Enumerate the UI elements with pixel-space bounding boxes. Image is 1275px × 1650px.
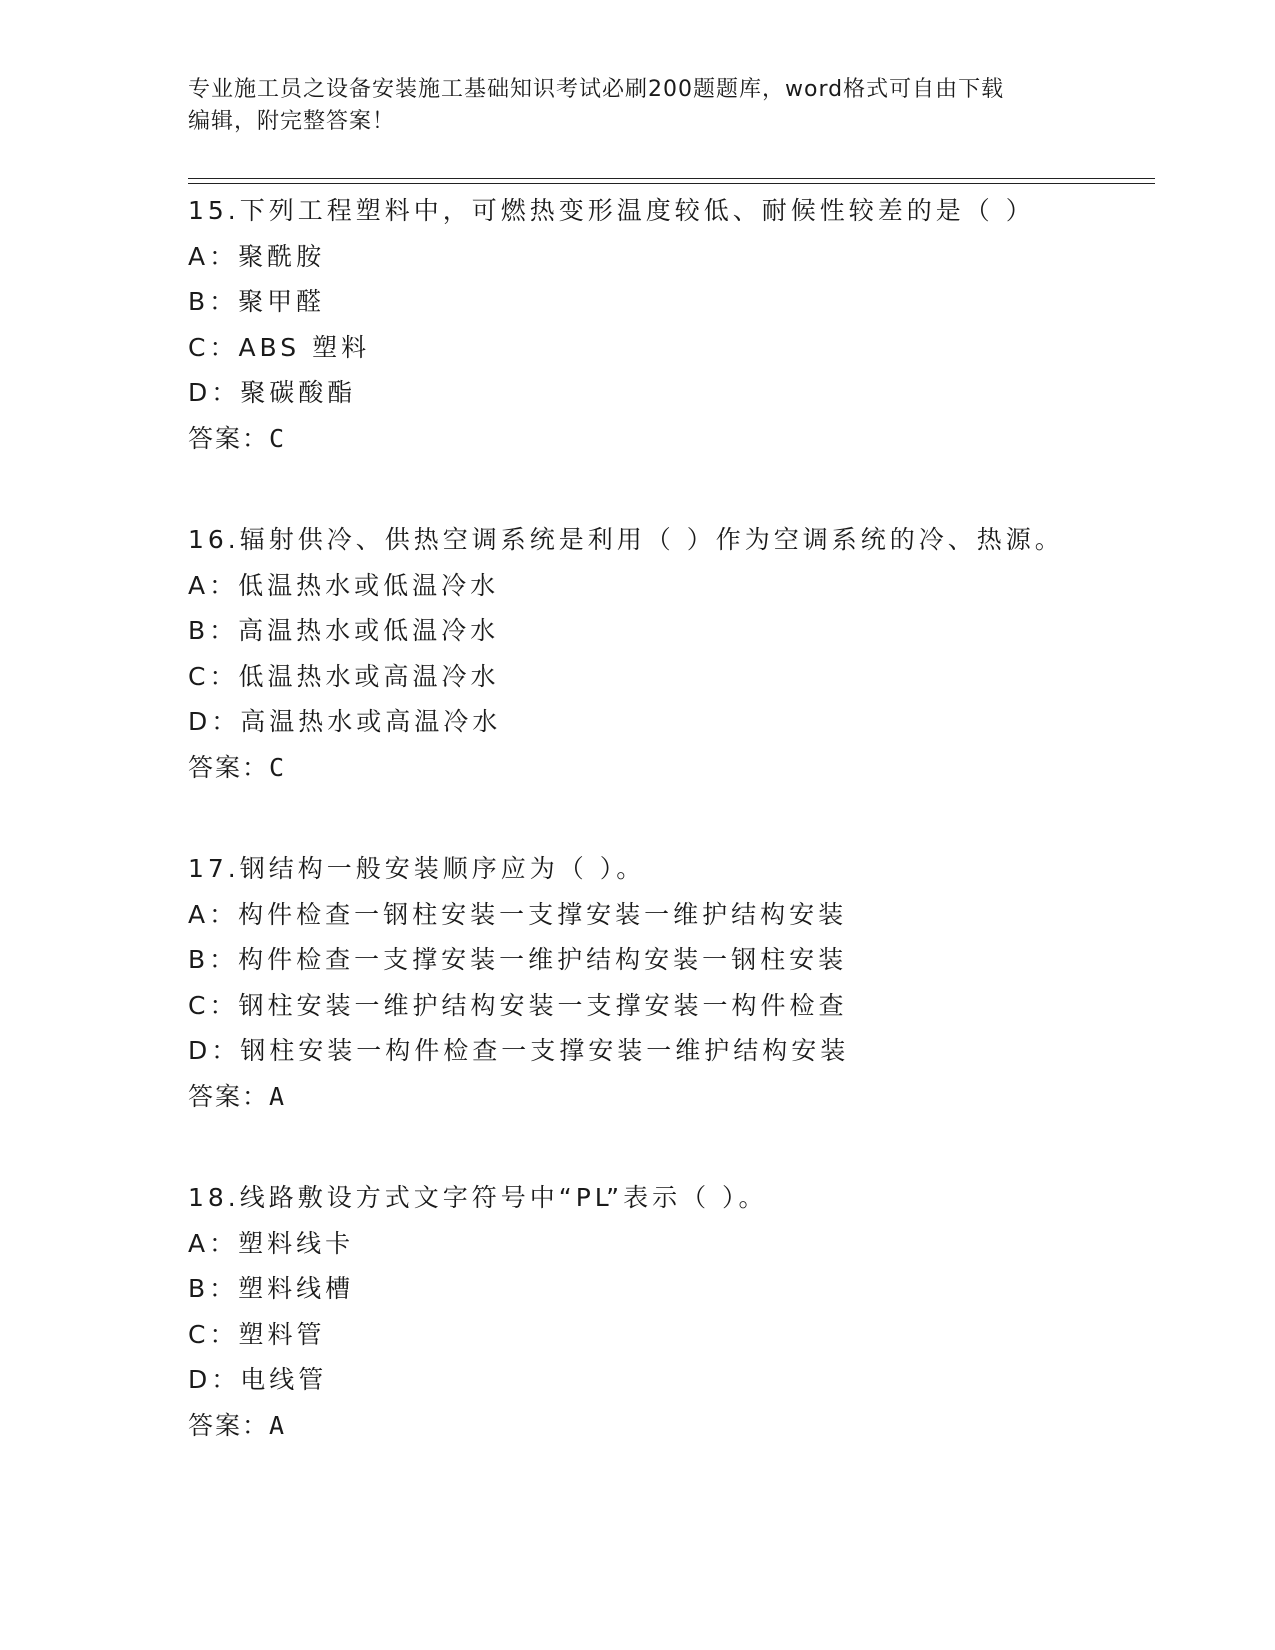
option-b: B：塑料线槽: [188, 1274, 355, 1303]
option-b: B：高温热水或低温冷水: [188, 616, 500, 645]
option-d: D：高温热水或高温冷水: [188, 707, 502, 736]
option-c: C：钢柱安装一维护结构安装一支撑安装一构件检查: [188, 990, 848, 1020]
answer-label: 答案：: [188, 423, 270, 453]
answer-line: [188, 1403, 1148, 1449]
answer-line: [188, 1074, 1148, 1120]
answer-label: 答案：: [188, 1081, 270, 1111]
question-stem: 17.钢结构一般安装顺序应为（ ）。: [188, 854, 646, 883]
option-a: A：构件检查一钢柱安装一支撑安装一维护结构安装: [188, 899, 848, 929]
option-d: D：聚碳酸酯: [188, 378, 357, 407]
option-a: A：低温热水或低温冷水: [188, 570, 500, 600]
question-stem: 18.线路敷设方式文字符号中“PL”表示（ ）。: [188, 1183, 768, 1212]
option-a: A：塑料线卡: [188, 1228, 355, 1258]
option-d: D：电线管: [188, 1365, 328, 1394]
document-header: [188, 74, 1088, 138]
header-line-2: 编辑，附完整答案！: [188, 109, 396, 134]
answer-line: [188, 416, 1148, 462]
question-15: [188, 188, 1148, 461]
answer-value: A: [269, 1081, 285, 1111]
answer-line: [188, 745, 1148, 791]
question-stem: 16.辐射供冷、供热空调系统是利用（ ）作为空调系统的冷、热源。: [188, 525, 1064, 554]
option-b: B：聚甲醛: [188, 287, 326, 316]
question-stem: 15.下列工程塑料中，可燃热变形温度较低、耐候性较差的是（ ）: [188, 196, 1035, 225]
option-c: C：低温热水或高温冷水: [188, 661, 500, 691]
answer-value: C: [269, 423, 285, 453]
question-16: [188, 517, 1148, 790]
header-divider-top: [188, 178, 1155, 179]
option-a: A：聚酰胺: [188, 241, 326, 271]
question-17: [188, 846, 1148, 1119]
header-line-1: 专业施工员之设备安装施工基础知识考试必刷200题题库，word格式可自由下载: [188, 77, 1005, 102]
option-d: D：钢柱安装一构件检查一支撑安装一维护结构安装: [188, 1036, 850, 1065]
answer-value: C: [269, 752, 285, 782]
option-b: B：构件检查一支撑安装一维护结构安装一钢柱安装: [188, 945, 848, 974]
answer-label: 答案：: [188, 1410, 270, 1440]
question-list: [188, 188, 1148, 1504]
header-divider-bottom: [188, 183, 1155, 184]
option-c: C：塑料管: [188, 1319, 326, 1349]
option-c: C：ABS 塑料: [188, 332, 371, 362]
question-18: [188, 1175, 1148, 1448]
answer-value: A: [269, 1410, 285, 1440]
answer-label: 答案：: [188, 752, 270, 782]
